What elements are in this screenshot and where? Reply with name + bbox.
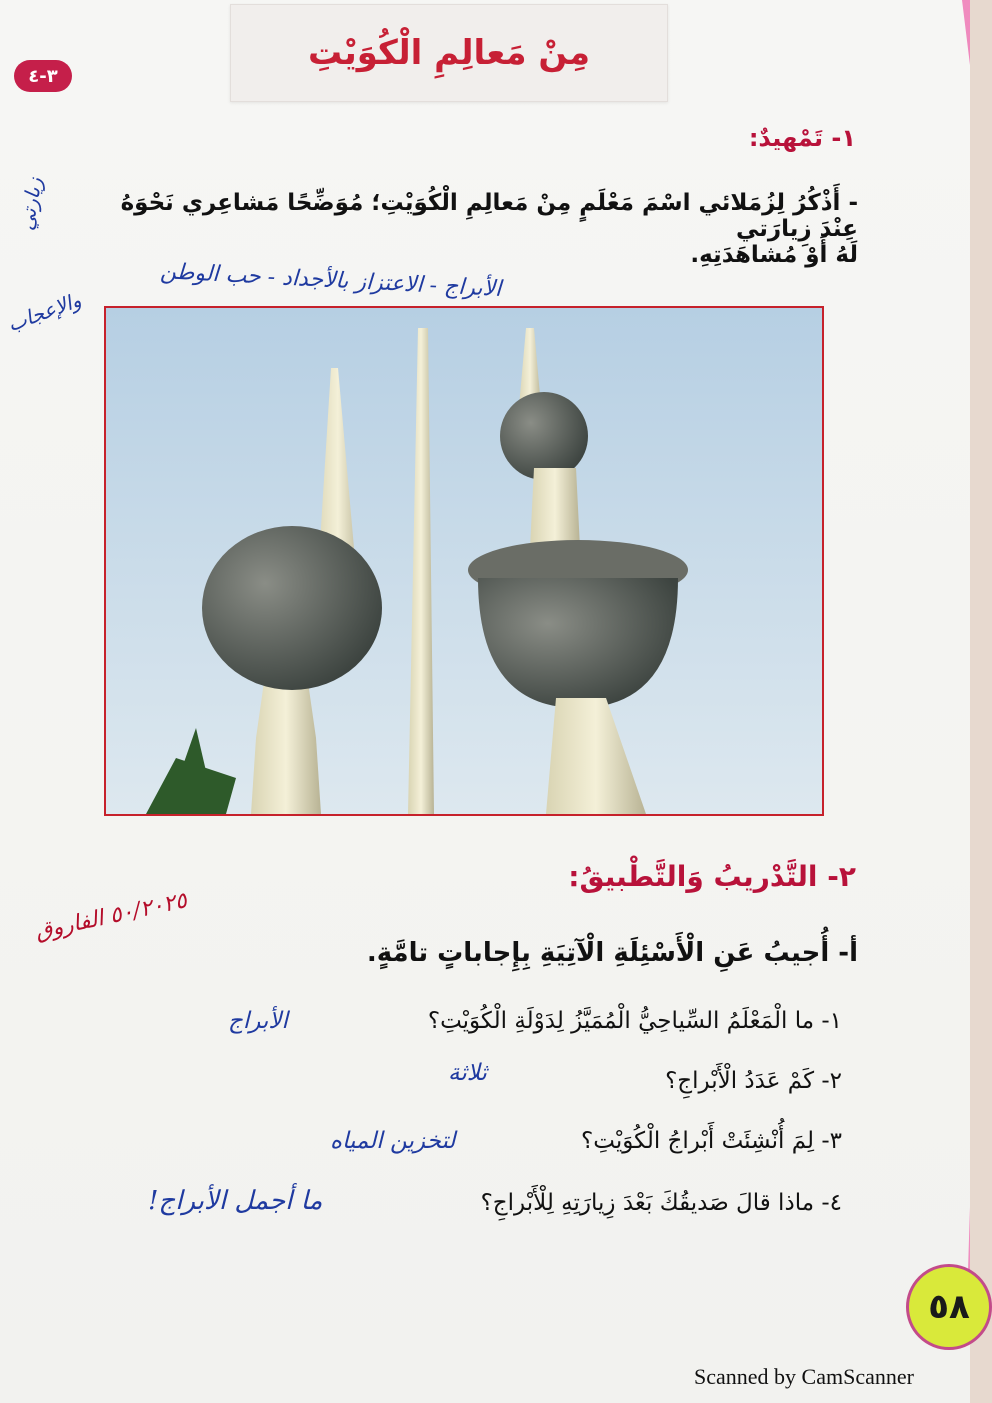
- kuwait-towers-photo: [104, 306, 824, 816]
- question-4: ٤- ماذا قالَ صَديقُكَ بَعْدَ زِيارَتِهِ لِلْأَبْراجِ؟: [480, 1190, 842, 1216]
- question-1: ١- ما الْمَعْلَمُ السِّياحِيُّ الْمُمَيَّزُ لِدَوْلَةِ الْكُوَيْتِ؟: [427, 1008, 842, 1034]
- section1-prompt-line1: - أَذْكُرُ لِزُمَلائي اسْمَ مَعْلَمٍ مِنْ مَعالِمِ الْكُوَيْتِ؛ مُوَضِّحًا مَشاعِري نَحْوَهُ عِنْدَ زِيارَتي: [120, 190, 858, 242]
- handwritten-margin-note: زيارتي: [14, 175, 47, 233]
- page-edge: [970, 0, 992, 1403]
- page-title: مِنْ مَعالِمِ الْكُوَيْتِ: [307, 33, 591, 73]
- section1-heading: ١- تَمْهيدٌ:: [748, 124, 856, 152]
- handwritten-date-note: ٥٠/٢٠٢٥ الفاروق: [33, 888, 190, 945]
- scanner-footer: Scanned by CamScanner: [694, 1364, 914, 1389]
- answer-4: ما أجمل الأبراج!: [148, 1186, 323, 1216]
- lesson-badge: ٣-٤: [14, 60, 72, 92]
- title-box: [230, 4, 668, 102]
- answer-3: لتخزين المياه: [330, 1128, 456, 1154]
- answer-2: ثلاثة: [448, 1060, 487, 1086]
- section2-instruction: أ- أُجيبُ عَنِ الْأَسْئِلَةِ الْآتِيَةِ بِإِجاباتٍ تامَّةٍ.: [366, 938, 858, 968]
- handwritten-margin-note-2: والإعجاب: [4, 287, 85, 337]
- section1-prompt-line2: لَهُ أَوْ مُشاهَدَتِهِ.: [690, 242, 858, 268]
- question-2: ٢- كَمْ عَدَدُ الْأَبْراجِ؟: [665, 1068, 842, 1094]
- handwritten-answer-1: الأبراج - الاعتزاز بالأجداد - حب الوطن: [159, 259, 502, 302]
- towers-illustration: [106, 308, 822, 814]
- question-3: ٣- لِمَ أُنْشِئَتْ أَبْراجُ الْكُوَيْتِ؟: [581, 1128, 842, 1154]
- page-number-badge: ٥٨: [906, 1264, 992, 1350]
- answer-1: الأبراج: [228, 1008, 288, 1034]
- section2-heading: ٢- التَّدْريبُ وَالتَّطْبيقُ:: [568, 860, 856, 893]
